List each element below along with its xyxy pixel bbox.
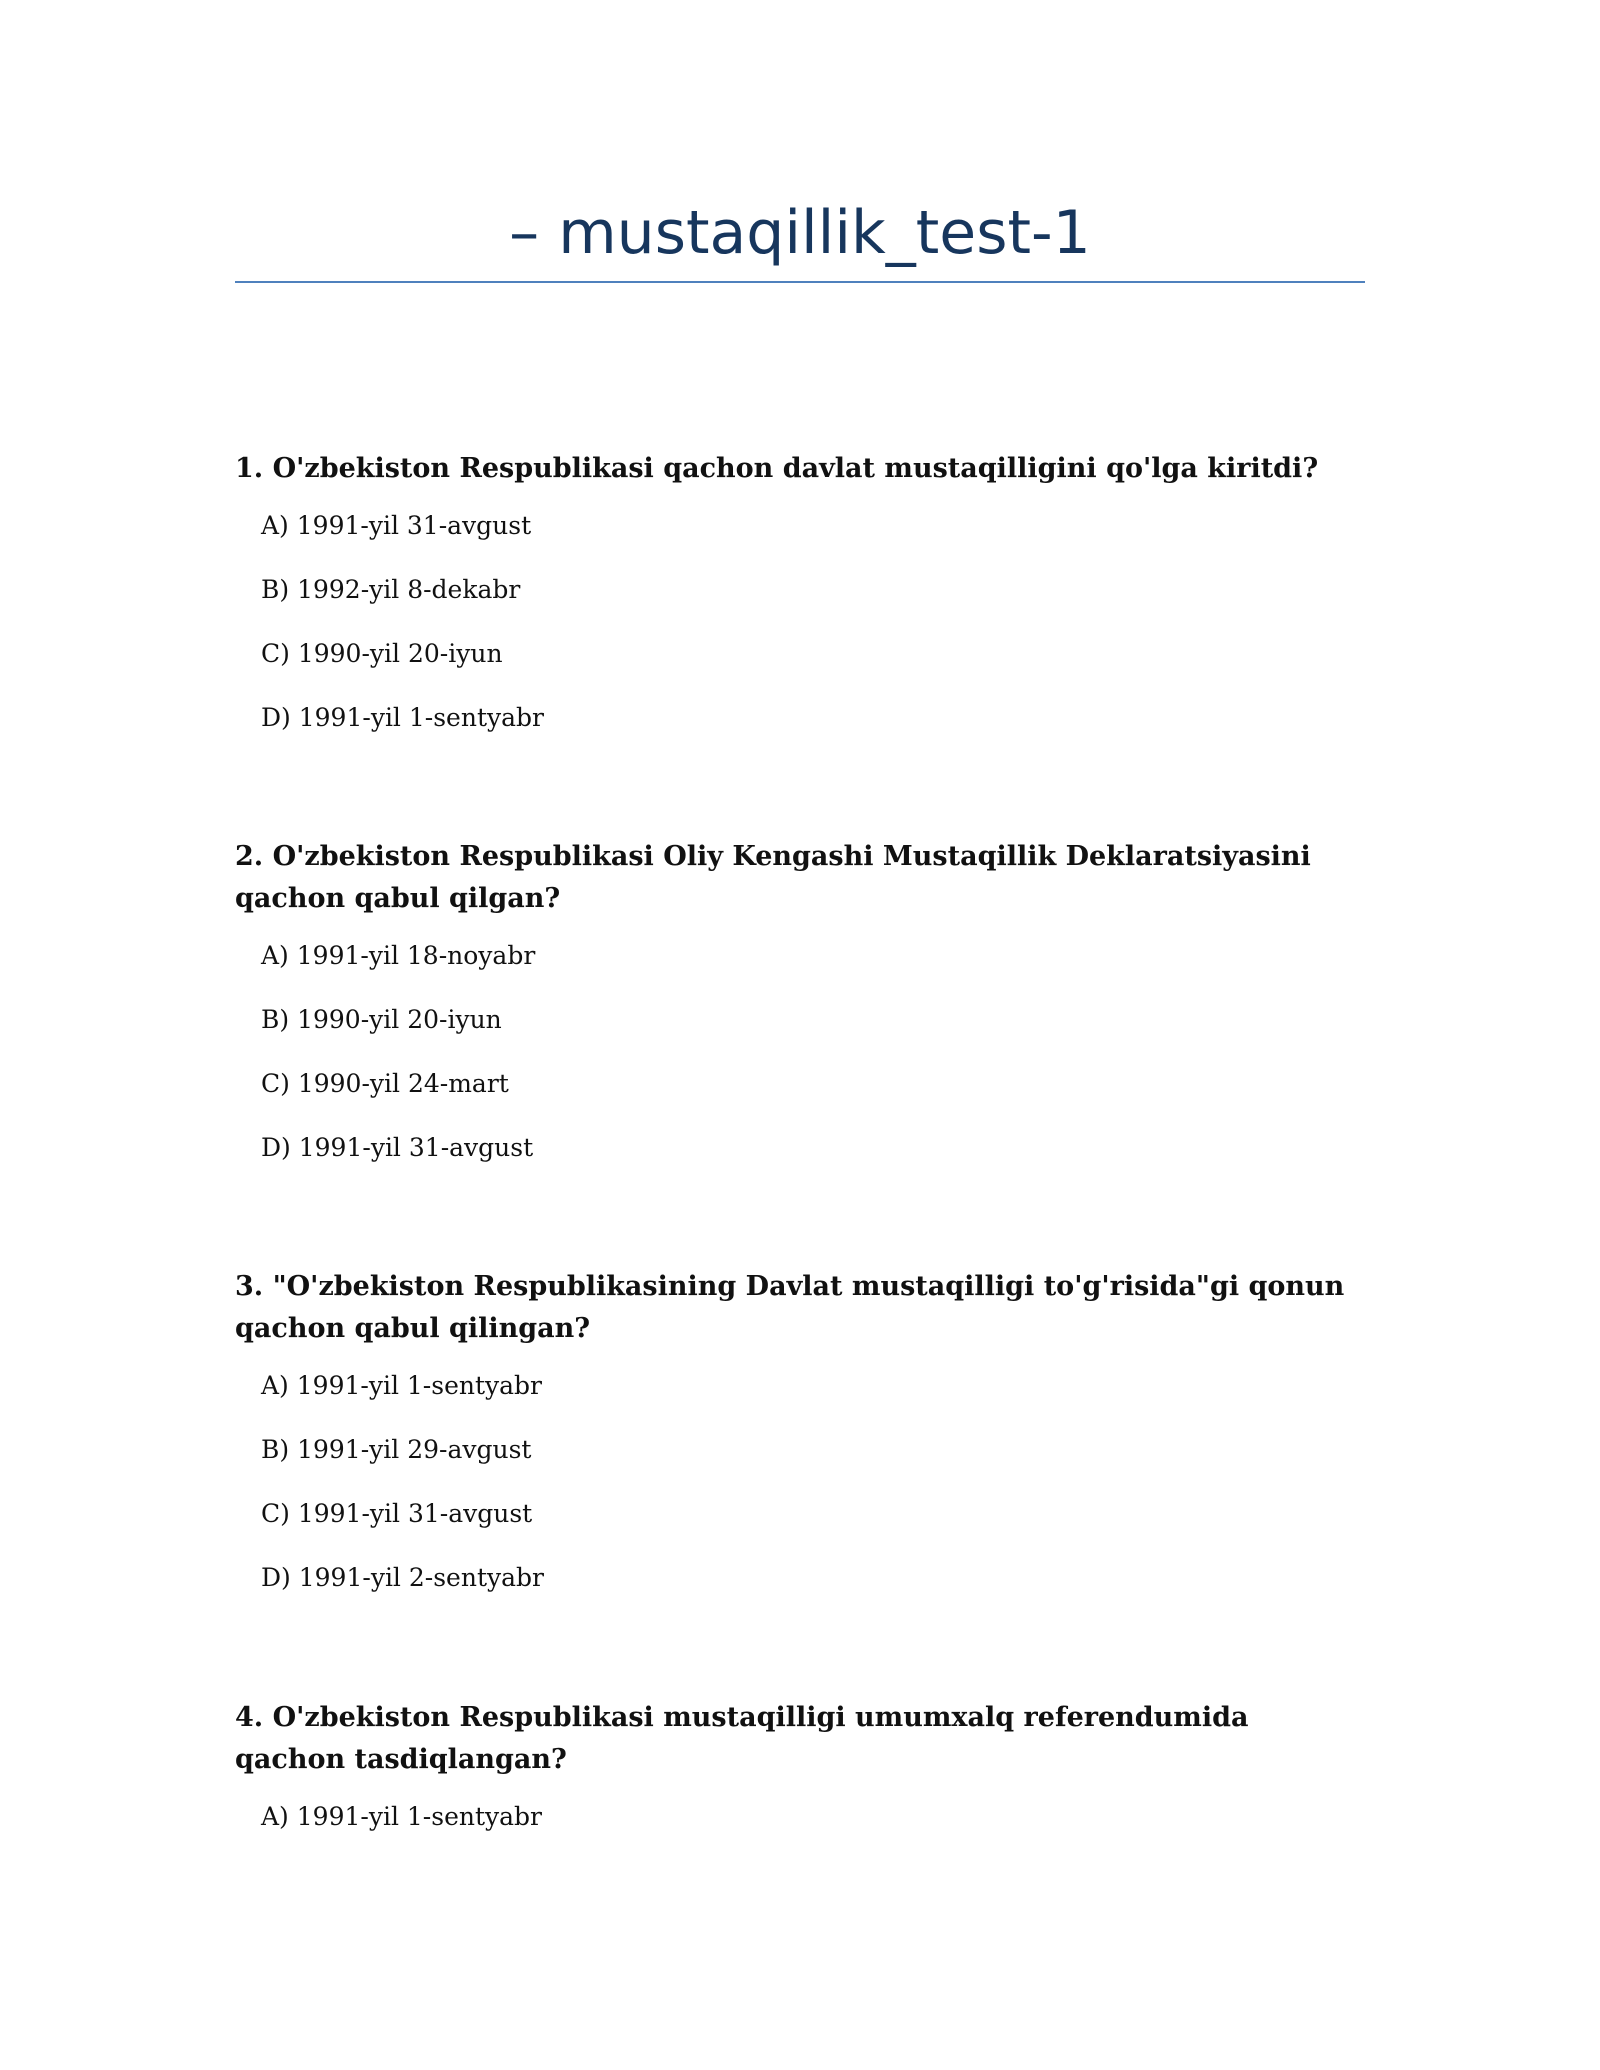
- option-d: D) 1991-yil 2-sentyabr: [261, 1563, 544, 1592]
- option-c: C) 1991-yil 31-avgust: [261, 1499, 533, 1528]
- question-2: [235, 836, 1365, 1194]
- question-text: 1. O'zbekiston Respublikasi qachon davlat mustaqilligini qo'lga kiritdi?: [235, 453, 1319, 484]
- option-a: A) 1991-yil 1-sentyabr: [261, 1802, 542, 1831]
- options-list: [261, 1799, 1365, 1835]
- options-list: [261, 508, 1365, 736]
- option-a: A) 1991-yil 1-sentyabr: [261, 1371, 542, 1400]
- question-text: 4. O'zbekiston Respublikasi mustaqilligi umumxalq referendumida qachon tasdiqlangan?: [235, 1702, 1249, 1775]
- question-text: 2. O'zbekiston Respublikasi Oliy Kengashi Mustaqillik Deklaratsiyasini qachon qabul qilgan?: [235, 841, 1311, 914]
- title-underline: [235, 281, 1365, 283]
- question-text: 3. "O'zbekiston Respublikasining Davlat mustaqilligi to'g'risida"gi qonun qachon qabul qilingan?: [235, 1271, 1345, 1344]
- option-b: B) 1991-yil 29-avgust: [261, 1435, 532, 1464]
- question-1: [235, 448, 1365, 764]
- option-d: D) 1991-yil 1-sentyabr: [261, 703, 544, 732]
- options-list: [261, 938, 1365, 1166]
- option-b: B) 1992-yil 8-dekabr: [261, 575, 521, 604]
- option-d: D) 1991-yil 31-avgust: [261, 1133, 534, 1162]
- option-a: A) 1991-yil 18-noyabr: [261, 941, 536, 970]
- question-4: [235, 1697, 1365, 1863]
- option-b: B) 1990-yil 20-iyun: [261, 1005, 502, 1034]
- question-3: [235, 1266, 1365, 1624]
- option-c: C) 1990-yil 24-mart: [261, 1069, 509, 1098]
- options-list: [261, 1368, 1365, 1596]
- option-a: A) 1991-yil 31-avgust: [261, 511, 532, 540]
- page-title: – mustaqillik_test-1: [509, 198, 1091, 268]
- option-c: C) 1990-yil 20-iyun: [261, 639, 503, 668]
